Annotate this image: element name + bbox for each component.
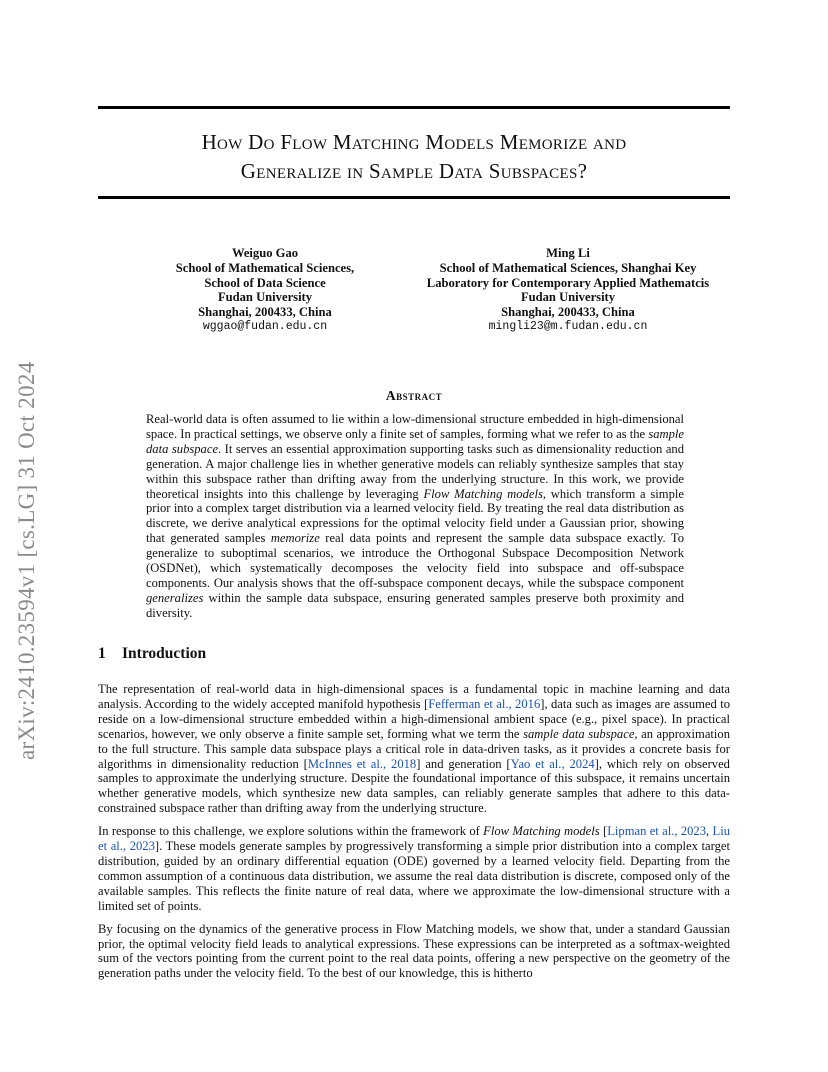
- abstract-text-run: real data points and represent the sample data subspace exactly. To generalize to suboptimal scenarios, we introduce the Orthogonal Subspace Decomposition Network (OSDNet), which systematically decomposes the velocity field into subspace and off-subspace components. Our analysis shows that the off-subspace component decays, while the subspace component: [146, 531, 684, 590]
- paragraph-emphasis: Flow Matching models: [483, 824, 600, 839]
- author-email: wggao@fudan.edu.cn: [202, 319, 328, 333]
- abstract-text-run: Real-world data is often assumed to lie within a low-dimensional structure embedded in high-dimensional space. In practical settings, we observe only a finite set of samples, forming what we refer to as the: [146, 412, 684, 441]
- author-block-1: [160, 246, 370, 335]
- paragraph-text-run: In response to this challenge, we explore solutions within the framework of: [98, 824, 484, 839]
- abstract-emphasis: memorize: [270, 531, 320, 546]
- introduction-body: [98, 682, 730, 989]
- author-affiliation-line: School of Mathematical Sciences,: [175, 260, 355, 275]
- title-bottom-rule: [98, 196, 730, 199]
- citation-link[interactable]: McInnes et al., 2018: [307, 756, 417, 771]
- author-affiliation-line: Fudan University: [217, 290, 313, 305]
- author-email: mingli23@m.fudan.edu.cn: [488, 319, 648, 333]
- citation-link[interactable]: Fefferman et al., 2016: [428, 696, 541, 711]
- abstract-emphasis: generalizes: [146, 590, 204, 605]
- author-affiliation-line: Fudan University: [520, 290, 616, 305]
- abstract-emphasis: Flow Matching models: [423, 486, 543, 501]
- paragraph-text-run: ], which rely on observed samples to approximate the underlying structure. Despite the foundational importance of this subspace, it remains uncertain whether generative models, which synthesize new data samples, can reliably generate samples that adhere to this data-constrained subspace rather than drifting away from the underlying structure.: [98, 756, 730, 816]
- paragraph-text-run: ], data such as images are assumed to reside on a low-dimensional structure embedded within a high-dimensional ambient space (e.g., pixel space). In practical scenarios, however, we only observe a finite sample set, forming what we term the: [98, 696, 730, 741]
- intro-paragraph-3: By focusing on the dynamics of the generative process in Flow Matching models, we show that, under a standard Gaussian prior, the optimal velocity field leads to analytical expressions. These expressions can be interpreted as a softmax-weighted sum of the vectors pointing from the current point to the real data points, offering a new perspective on the geometry of the generation paths under the velocity field. To the best of our knowledge, this is hitherto: [98, 921, 730, 981]
- abstract-heading: Abstract: [385, 388, 443, 403]
- paragraph-text-run: ]. These models generate samples by progressively transforming a simple prior distribution into a complex target distribution, guided by an ordinary differential equation (ODE) governed by a learned velocity field. Departing from the common assumption of a continuous data distribution, we assume the real data distribution is discrete, composed only of the available samples. This reflects the finite nature of real data, where we approximate the low-dimensional structure with a limited set of points.: [98, 839, 730, 913]
- intro-paragraph-1: [98, 682, 730, 816]
- abstract-text-run: . It serves an essential approximation supporting tasks such as dimensionality reduction and generation. A major challenge lies in whether generative models can reliably synthesize samples that stay within this subspace rather than drifting away from the underlying structure. In this work, we provide theoretical insights into this challenge by leveraging: [146, 441, 684, 501]
- paper-title: [98, 128, 730, 186]
- title-top-rule: [98, 106, 730, 109]
- section-title: Introduction: [122, 645, 207, 662]
- paragraph-text-run: ,: [706, 824, 713, 839]
- abstract-text-run: , which transform a simple prior into a complex target distribution via a learned velocity field. By treating the real data distribution as discrete, we derive analytical expressions for the optimal velocity field under a Gaussian prior, showing that generated samples: [146, 486, 684, 546]
- paragraph-text-run: [: [599, 824, 608, 839]
- paragraph-text-run: , an approximation to the full structure. This sample data subspace plays a critical role in data-driven tasks, as it provides a concrete basis for algorithms in dimensionality reduction [: [98, 726, 730, 771]
- paragraph-text-run: ] and generation [: [416, 756, 511, 771]
- abstract-text-run: within the sample data subspace, ensuring generated samples preserve both proximity and diversity.: [146, 590, 684, 620]
- paragraph-text-run: The representation of real-world data in high-dimensional spaces is a fundamental topic in machine learning and data analysis. According to the widely accepted manifold hypothesis [: [98, 682, 730, 711]
- title-line-2: Generalize in Sample Data Subspaces?: [240, 159, 588, 183]
- paragraph-emphasis: sample data subspace: [523, 726, 635, 741]
- author-affiliation-line: School of Data Science: [204, 275, 326, 290]
- section-heading-introduction: [98, 645, 206, 663]
- author-affiliation-line: Shanghai, 200433, China: [198, 305, 332, 320]
- author-name: Ming Li: [546, 246, 590, 260]
- arxiv-identifier-stamp: arXiv:2410.23594v1 [cs.LG] 31 Oct 2024: [14, 361, 39, 760]
- citation-link[interactable]: Lipman et al., 2023: [607, 824, 707, 839]
- intro-paragraph-2: [98, 824, 730, 913]
- author-affiliation-line: School of Mathematical Sciences, Shanghai Key: [439, 260, 697, 275]
- citation-link[interactable]: Liu et al., 2023: [98, 824, 731, 854]
- abstract-emphasis: sample data subspace: [146, 426, 684, 456]
- author-name: Weiguo Gao: [231, 246, 299, 260]
- author-affiliation-line: Shanghai, 200433, China: [501, 305, 635, 320]
- abstract-text: [146, 412, 684, 621]
- citation-link[interactable]: Yao et al., 2024: [510, 756, 595, 771]
- author-affiliation-line: Laboratory for Contemporary Applied Mathematcis: [426, 275, 710, 290]
- author-block-2: [410, 246, 726, 335]
- title-line-1: How Do Flow Matching Models Memorize and: [201, 130, 627, 154]
- section-number: 1: [98, 645, 106, 662]
